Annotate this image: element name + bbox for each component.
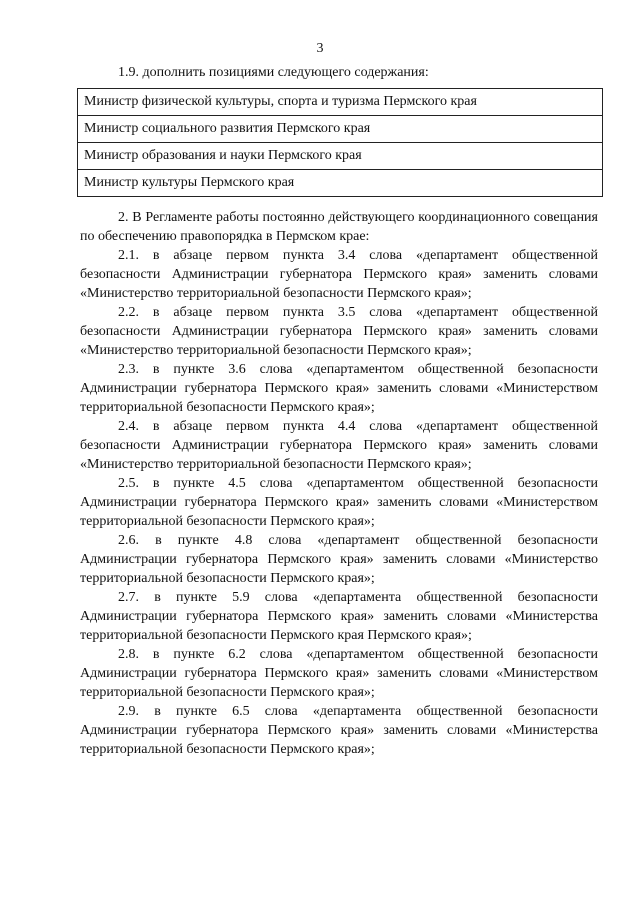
table-row [78,143,603,170]
list-item: 2.9. в пункте 6.5 слова «департамента общественной безопасности Администрации губернатора Пермского края» заменить словами «Министерства территориальной безопасности Пермского края»; [80,704,598,757]
list-item: 2.8. в пункте 6.2 слова «департаментом общественной безопасности Администрации губернатора Пермского края» заменить словами «Министерством территориальной безопасности Пермского края»; [80,647,598,700]
section-2-intro: 2. В Регламенте работы постоянно действующего координационного совещания по обеспечению правопорядка в Пермском крае: [80,210,598,244]
list-item: 2.6. в пункте 4.8 слова «департамент общественной безопасности Администрации губернатора Пермского края» заменить словами «Министерство территориальной безопасности Пермского края»; [80,533,598,586]
table-row [78,116,603,143]
list-item: 2.4. в абзаце первом пункта 4.4 слова «департамент общественной безопасности Администрации губернатора Пермского края» заменить словами «Министерство территориальной безопасности Пермского края»; [80,419,598,472]
list-item: 2.5. в пункте 4.5 слова «департаментом общественной безопасности Администрации губернатора Пермского края» заменить словами «Министерством территориальной безопасности Пермского края»; [80,476,598,529]
table-cell: Министр образования и науки Пермского края [78,143,603,170]
table-cell: Министр культуры Пермского края [78,170,603,197]
list-item: 2.7. в пункте 5.9 слова «департамента общественной безопасности Администрации губернатора Пермского края» заменить словами «Министерства территориальной безопасности Пермского края Пермского края»; [80,590,598,643]
list-item: 2.2. в абзаце первом пункта 3.5 слова «департамент общественной безопасности Администрации губернатора Пермского края» заменить словами «Министерство территориальной безопасности Пермского края»; [80,305,598,358]
list-item: 2.3. в пункте 3.6 слова «департаментом общественной безопасности Администрации губернатора Пермского края» заменить словами «Министерством территориальной безопасности Пермского края»; [80,362,598,415]
table-cell: Министр социального развития Пермского края [78,116,603,143]
section-1-9-intro: 1.9. дополнить позициями следующего содержания: [118,65,429,80]
table-cell: Министр физической культуры, спорта и туризма Пермского края [78,89,603,116]
positions-table [77,88,603,197]
section-2-body [80,208,598,759]
page-number: 3 [316,41,324,56]
table-row [78,89,603,116]
table-row [78,170,603,197]
list-item: 2.1. в абзаце первом пункта 3.4 слова «департамент общественной безопасности Администрации губернатора Пермского края» заменить словами «Министерство территориальной безопасности Пермского края»; [80,248,598,301]
